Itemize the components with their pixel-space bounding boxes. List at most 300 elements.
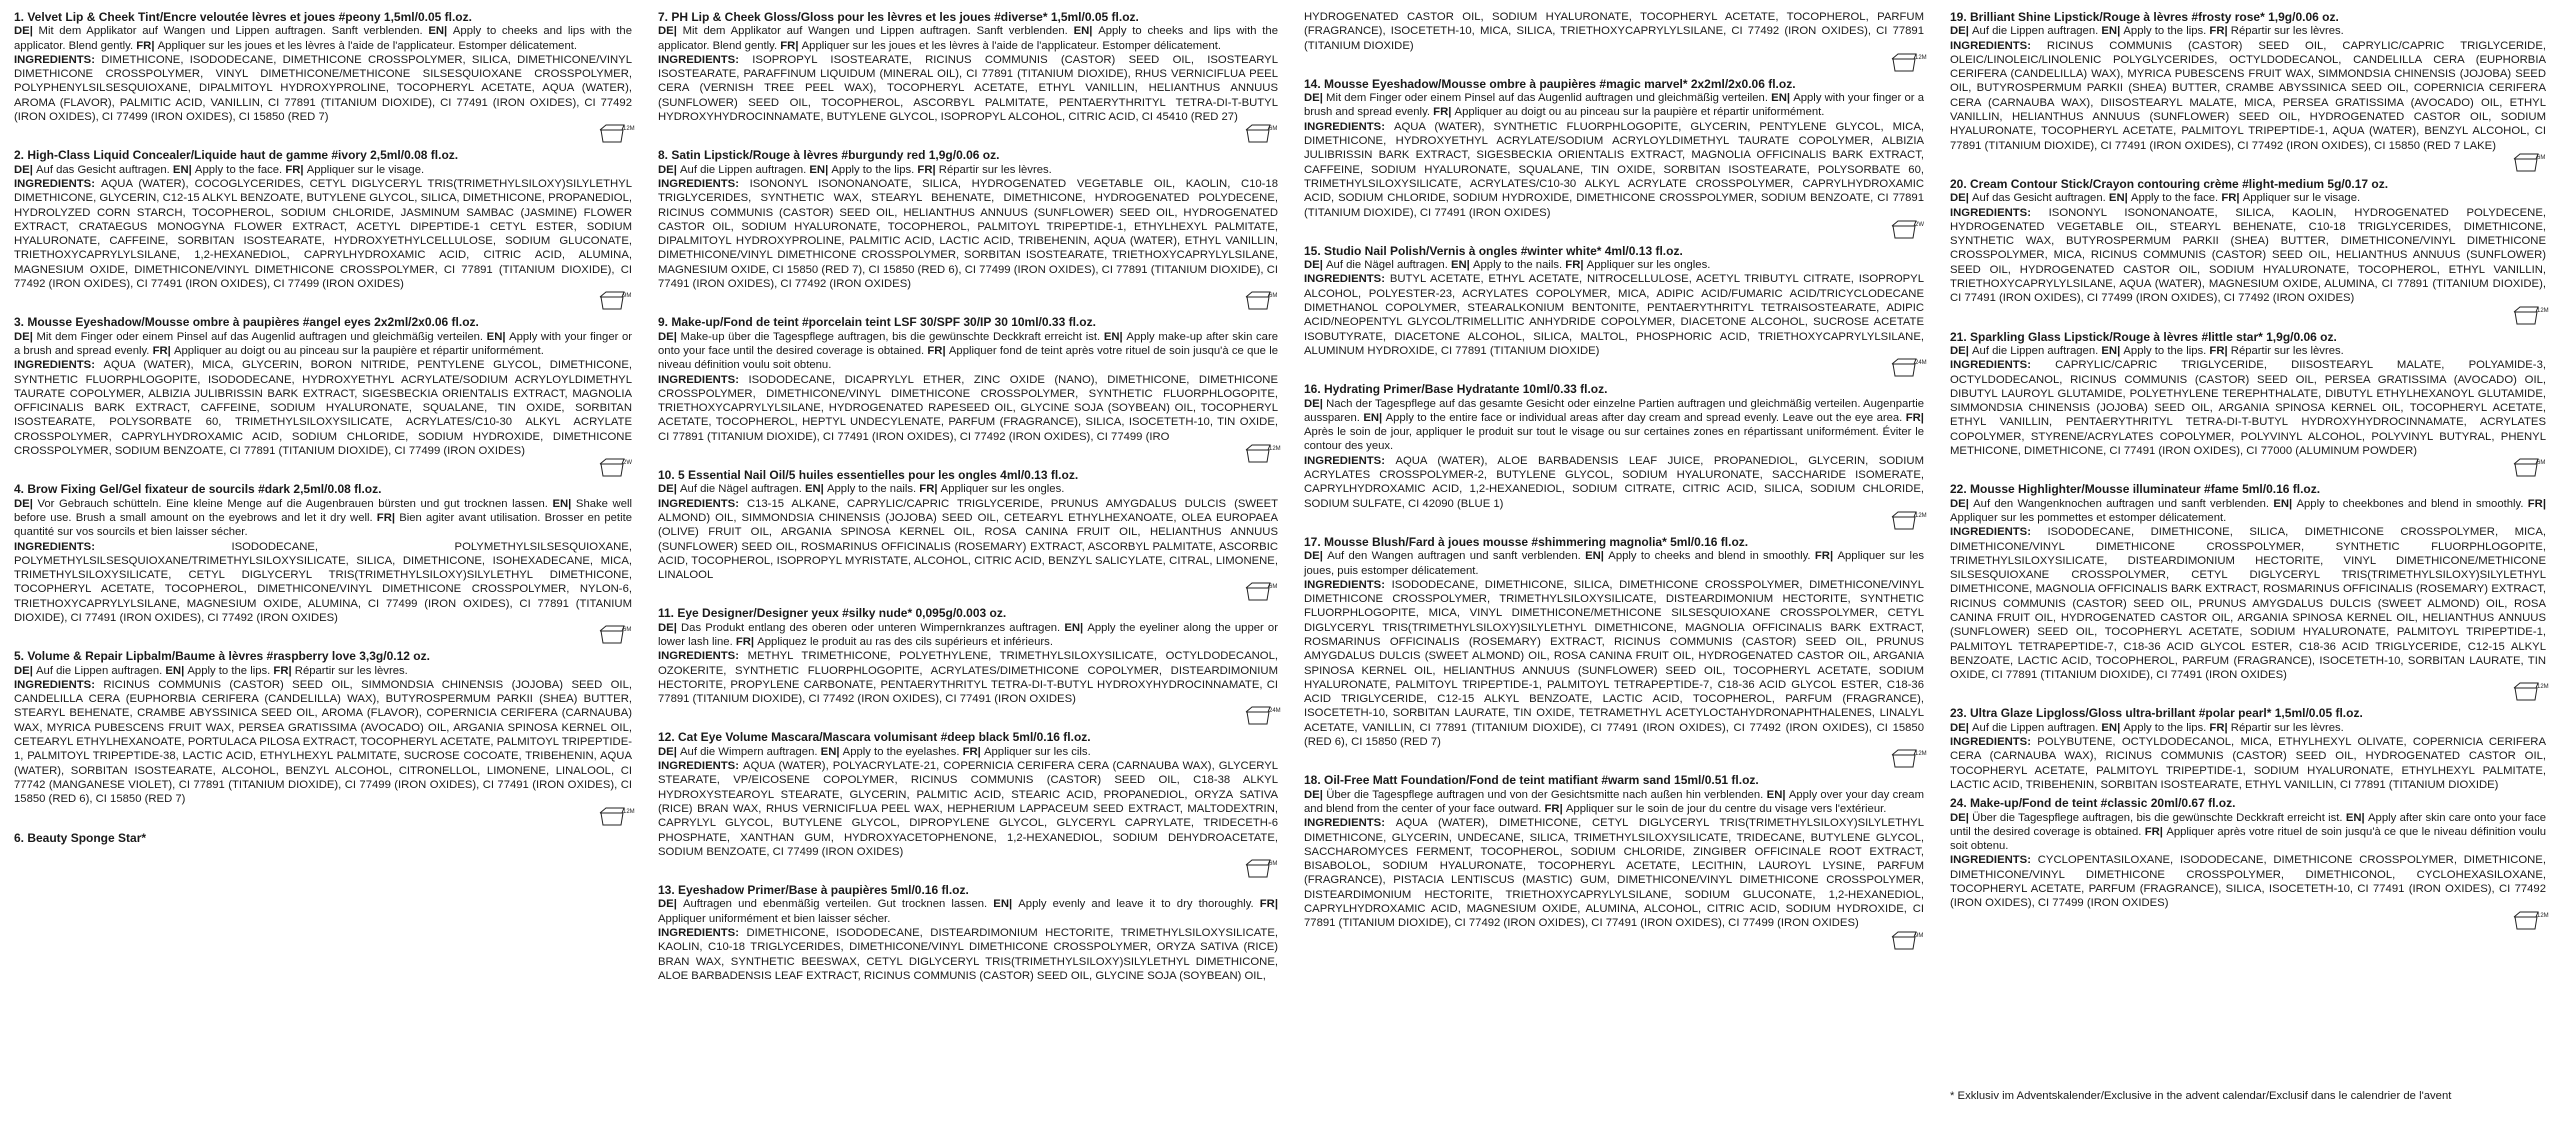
usage-de: Auf die Nägel auftragen. — [1326, 259, 1451, 272]
product-entry — [1304, 243, 1927, 378]
usage-de: Auf die Nägel auftragen. — [680, 483, 805, 496]
pao-jar-icon — [1890, 218, 1924, 240]
ingredients-text: AQUA (WATER), MICA, GLYCERIN, BORON NITRIDE, PENTYLENE GLYCOL, DIMETHICONE, SYNTHETIC FLUORPHLOGOPITE, ISODODECANE, HYDROXYETHYL ACRYLATE/SODIUM ACRYLOYLDIMETHYL TAURATE COPOLYMER, ALBIZIA JULIBRISSIN BARK EXTRACT, SIGESBECKIA ORIENTALIS EXTRACT, MAGNOLIA OFFICINALIS BARK EXTRACT, CAFFEINE, SODIUM HYALURONATE, SQUALANE, TIN OXIDE, SORBITAN ISOSTEARATE, POLYSORBATE 60, TRIMETHYLSILOXYSILICATE, ACRYLATES/C10-30 ALKYL ACRYLATE CROSSPOLYMER, CAPRYLHYDROXAMIC ACID, SODIUM CHLORIDE, SODIUM HYDROXIDE, DIMETHICONE CROSSPOLYMER, SODIUM BENZOATE, CI 77891 (TITANIUM DIOXIDE), CI 77499 (IRON OXIDES) — [14, 359, 632, 458]
usage-fr: Répartir sur les lèvres. — [938, 163, 1052, 176]
lang-label-fr: FR| — [285, 163, 307, 176]
pao-indicator — [1304, 509, 1927, 531]
pao-jar-icon — [1890, 929, 1924, 951]
usage-fr: Répartir sur les lèvres. — [2230, 721, 2344, 734]
lang-label-fr: FR| — [136, 39, 158, 52]
product-title: 6. Beauty Sponge Star* — [14, 830, 147, 845]
usage-de: Auf die Lippen auftragen. — [36, 664, 166, 677]
pao-indicator — [1304, 218, 1924, 240]
usage-en: Apply to cheeks and lips with the applicator. Blend gently. — [14, 25, 632, 52]
svg-text:12M: 12M — [623, 126, 635, 133]
lang-label-fr: FR| — [735, 635, 758, 648]
svg-text:12M: 12M — [1915, 751, 1927, 758]
svg-text:6M: 6M — [1269, 293, 1278, 300]
product-entry — [658, 730, 1278, 879]
product-title: 18. Oil-Free Matt Foundation/Fond de teint matifiant #warm sand 15ml/0.51 fl.oz. — [1304, 773, 1759, 788]
usage-fr: Appliquer sur les joues, puis estomper délicatement. — [1304, 550, 1925, 577]
svg-text:12M: 12M — [2537, 912, 2549, 919]
lang-label-en: EN| — [428, 25, 453, 38]
ingredients-label: INGREDIENTS: — [14, 53, 102, 66]
pao-indicator — [14, 289, 632, 311]
lang-label-de: DE| — [1950, 811, 1973, 824]
lang-label-fr: FR| — [780, 39, 802, 52]
svg-text:12M: 12M — [1269, 446, 1281, 453]
pao-jar-icon — [598, 289, 632, 311]
ingredients-text: DIMETHICONE, ISODODECANE, DIMETHICONE CROSSPOLYMER, SILICA, DIMETHICONE/VINYL DIMETHICONE CROSSPOLYMER, VINYL DIMETHICONE/METHICONE SILSESQUIOXANE CROSSPOLYMER, POLYPHENYLSILSESQUIOXANE, DIPALMITOYL HYDROXYPROLINE, TOCOPHERYL ACETATE, AQUA (WATER), AROMA (FLAVOR), PALMITIC ACID, VANILLIN, CI 77891 (TITANIUM DIOXIDE), CI 77491 (IRON OXIDES), CI 77492 (IRON OXIDES), CI 77499 (IRON OXIDES), CI 15850 (RED 7) — [14, 53, 632, 124]
usage-de: Mit dem Applikator auf Wangen und Lippen auftragen. Sanft verblenden. — [682, 25, 1074, 38]
product-title: 15. Studio Nail Polish/Vernis à ongles #winter white* 4ml/0.13 fl.oz. — [1304, 243, 1683, 258]
usage-en: Apply to the eyelashes. — [842, 745, 963, 758]
product-entry — [14, 10, 635, 144]
lang-label-fr: FR| — [1814, 550, 1838, 563]
usage-fr: Répartir sur les lèvres. — [2230, 344, 2344, 357]
lang-label-fr: FR| — [2209, 344, 2231, 357]
usage-fr: Appliquer fond de teint après votre rituel de soin jusqu'à ce que le niveau définition voulu soit obtenu. — [658, 344, 1278, 372]
usage-fr: Appliquer sur le visage. — [2242, 192, 2361, 205]
ingredients-label: INGREDIENTS: — [658, 373, 749, 386]
ingredients-label: INGREDIENTS: — [1950, 206, 2049, 219]
pao-indicator — [1304, 929, 1924, 951]
usage-en: Apply with your finger or a brush and spread evenly. — [1304, 92, 1925, 119]
product-entry — [658, 148, 1278, 311]
product-title: 10. 5 Essential Nail Oil/5 huiles essentielles pour les ongles 4ml/0.13 fl.oz. — [658, 468, 1079, 483]
ingredients-label: INGREDIENTS: — [14, 678, 104, 691]
usage-en: Apply to the entire face or individual areas after day cream and spread evenly. Leave out the eye area. — [1385, 411, 1906, 424]
lang-label-en: EN| — [2273, 497, 2297, 510]
usage-en: Apply to cheeks and lips with the applicator. Blend gently. — [658, 25, 1278, 52]
ingredients-label: INGREDIENTS: — [1304, 120, 1394, 133]
lang-label-de: DE| — [658, 621, 681, 634]
lang-label-fr: FR| — [376, 511, 400, 524]
pao-jar-icon — [1244, 289, 1278, 311]
usage-en: Apply to the lips. — [2123, 344, 2210, 357]
pao-indicator — [14, 623, 632, 645]
ingredients-text: C13-15 ALKANE, CAPRYLIC/CAPRIC TRIGLYCERIDE, PRUNUS AMYGDALUS DULCIS (SWEET ALMOND) OIL, SIMMONDSIA CHINENSIS (JOJOBA) SEED OIL, CETEARYL ETHYLHEXANOATE, OLEA EUROPAEA (OLIVE) FRUIT OIL, ARGANIA SPINOSA KERNEL OIL, ROSA CANINA FRUIT OIL, HELIANTHUS ANNUUS (SUNFLOWER) SEED OIL, ROSMARINUS OFFICINALIS (ROSEMARY) EXTRACT, ASCORBYL PALMITATE, ASCORBIC ACID, TOCOPHEROL, ISOPROPYL MYRISTATE, ALCOHOL, CITRIC ACID, BENZYL SALICYLATE, CITRAL, LIMONENE, LINALOOL — [658, 497, 1278, 582]
product-entry — [14, 649, 635, 826]
product-title: 2. High-Class Liquid Concealer/Liquide haut de gamme #ivory 2,5ml/0.08 fl.oz. — [14, 148, 459, 163]
lang-label-de: DE| — [658, 483, 680, 496]
pao-jar-icon — [2512, 909, 2549, 931]
ingredients-text: HYDROGENATED CASTOR OIL, SODIUM HYALURONATE, TOCOPHERYL ACETATE, TOCOPHEROL, PARFUM (FRAGRANCE), ISOCETETH-10, MICA, SILICA, TRIETHOXYCAPRYLYLSILANE, CI 77492 (IRON OXIDES), CI 77891 (TITANIUM DIOXIDE) — [1304, 11, 1924, 52]
ingredients-text: CAPRYLIC/CAPRIC TRIGLYCERIDE, DIISOSTEARYL MALATE, POLYAMIDE-3, OCTYLDODECANOL, RICINUS COMMUNIS (CASTOR) SEED OIL, PERSEA GRATISSIMA (AVOCADO) OIL, DIBUTYL LAUROYL GLUTAMIDE, POLYETHYLENE TEREPHTHALATE, DIBUTYL ETHYLHEXANOYL GLUTAMIDE, SIMMONDSIA CHINENSIS (JOJOBA) SEED OIL, ARGANIA SPINOSA KERNEL OIL, TOCOPHERYL ACETATE, ETHYL VANILLIN, PENTAERYTHRITYL TETRA-DI-T-BUTYL HYDROXYHYDROCINNAMATE, ACRYLATES COPOLYMER, STYRENE/ACRYLATES COPOLYMER, POLYVINYL ALCOHOL, POLYVINYL BUTYRAL, PHENYL METHICONE, DIMETHICONE, CI 77491 (IRON OXIDES), CI 77000 (ALUMINUM POWDER) — [1950, 359, 2546, 458]
usage-en: Apply over your day cream and blend from the center of your face outward. — [1304, 788, 1924, 815]
product-title: 11. Eye Designer/Designer yeux #silky nude* 0,095g/0.003 oz. — [658, 606, 1007, 621]
lang-label-de: DE| — [1950, 721, 1972, 734]
column-1 — [14, 10, 635, 1148]
usage-fr: Appliquer uniformément et bien laisser sécher. — [658, 912, 891, 925]
product-entry — [1950, 482, 2549, 702]
lang-label-fr: FR| — [917, 163, 939, 176]
pao-indicator — [658, 442, 1281, 464]
ingredients-text: DIMETHICONE, ISODODECANE, DISTEARDIMONIUM HECTORITE, TRIMETHYLSILOXYSILICATE, KAOLIN, C10-18 TRIGLYCERIDES, DIMETHICONE/VINYL DIMETHICONE CROSSPOLYMER, ORYZA SATIVA (RICE) BRAN WAX, SYNTHETIC BEESWAX, CETYL DIGLYCERYL TRIS(TRIMETHYLSILOXY)SILYLETHYL DIMETHICONE, ALOE BARBADENSIS LEAF EXTRACT, RICINUS COMMUNIS (CASTOR) SEED OIL, GLYCINE SOJA (SOYBEAN) OIL, — [658, 927, 1278, 982]
pao-jar-icon — [598, 122, 635, 144]
lang-label-en: EN| — [1771, 92, 1794, 105]
lang-label-fr: FR| — [2209, 721, 2231, 734]
advent-calendar-footnote: * Exklusiv im Adventskalender/Exclusive in the advent calendar/Exclusif dans le calendrier de l'avent — [1950, 1090, 2452, 1102]
usage-en: Apply to cheekbones and blend in smoothly. — [2296, 497, 2528, 510]
lang-label-en: EN| — [1363, 411, 1386, 424]
svg-text:12M: 12M — [2537, 684, 2549, 691]
lang-label-fr: FR| — [1565, 259, 1587, 272]
usage-fr: Répartir sur les lèvres. — [2230, 25, 2344, 38]
product-title: 17. Mousse Blush/Fard à joues mousse #shimmering magnolia* 5ml/0.16 fl.oz. — [1304, 534, 1749, 549]
ingredients-text: ISONONYL ISONONANOATE, SILICA, HYDROGENATED VEGETABLE OIL, KAOLIN, C10-18 TRIGLYCERIDES, SYNTHETIC WAX, STEARYL BEHENATE, DIMETHICONE, HYDROGENATED POLYDECENE, RICINUS COMMUNIS (CASTOR) SEED OIL, HELIANTHUS ANNUUS (SUNFLOWER) SEED OIL, HYDROGENATED CASTOR OIL, SODIUM HYALURONATE, TOCOPHEROL, PALMITOYL TRIPEPTIDE-1, ETHYLHEXYL PALMITATE, DIPALMITOYL HYDROXYPROLINE, PALMITIC ACID, LACTIC ACID, TRIBEHENIN, AQUA (WATER), ETHYL VANILLIN, DIMETHICONE/VINYL DIMETHICONE CROSSPOLYMER, SORBITAN ISOSTEARATE, TRIETHOXYCAPRYLYLSILANE, MAGNESIUM OXIDE, CI 15850 (RED 7), CI 15850 (RED 6), CI 77499 (IRON OXIDES), CI 77891 (TITANIUM DIOXIDE), CI 77491 (IRON OXIDES), CI 77492 (IRON OXIDES) — [658, 177, 1279, 291]
usage-de: Nach der Tagespflege auf das gesamte Gesicht oder einzelne Partien auftragen und gleichmäßig verteilen. Augenpartie aussparen. — [1304, 397, 1924, 424]
lang-label-en: EN| — [165, 664, 188, 677]
usage-fr: Appliquer sur les pommettes et estomper délicatement. — [1950, 511, 2227, 524]
lang-label-en: EN| — [2101, 344, 2124, 357]
column-4 — [1950, 10, 2549, 1148]
product-title: 19. Brilliant Shine Lipstick/Rouge à lèvres #frosty rose* 1,9g/0.06 oz. — [1950, 10, 2339, 24]
lang-label-fr: FR| — [1259, 898, 1278, 911]
usage-fr: Appliquer après votre rituel de soin jusqu'à ce que le niveau définition voulu soit obtenu. — [1950, 825, 2546, 853]
usage-fr: Appliquer sur le visage. — [306, 163, 425, 176]
usage-de: Mit dem Finger oder einem Pinsel auf das Augenlid auftragen und gleichmäßig verteilen. — [36, 330, 487, 343]
ingredients-label: INGREDIENTS: — [1304, 817, 1396, 830]
product-title: 7. PH Lip & Cheek Gloss/Gloss pour les lèvres et les joues #diverse* 1,5ml/0.05 fl.oz. — [658, 10, 1139, 24]
lang-label-en: EN| — [820, 745, 843, 758]
product-entry — [658, 883, 1278, 983]
product-entry — [1304, 10, 1927, 73]
pao-indicator — [1304, 51, 1927, 73]
lang-label-fr: FR| — [1433, 106, 1455, 119]
product-title: 12. Cat Eye Volume Mascara/Mascara volumisant #deep black 5ml/0.16 fl.oz. — [658, 730, 1091, 745]
ingredients-text: METHYL TRIMETHICONE, POLYETHYLENE, TRIMETHYLSILOXYSILICATE, OCTYLDODECANOL, OZOKERITE, SYNTHETIC FLUORPHLOGOPITE, ACRYLATES/DIMETHICONE COPOLYMER, DISTEARDIMONIUM HECTORITE, PROPYLENE CARBONATE, PENTAERYTHRITYL TETRA-DI-T-BUTYL HYDROXYHYDROCINNAMATE, CI 77891 (TITANIUM DIOXIDE), CI 77492 (IRON OXIDES), CI 77491 (IRON OXIDES) — [658, 650, 1278, 706]
ingredients-label: INGREDIENTS: — [14, 540, 232, 553]
svg-text:2W: 2W — [1915, 221, 1924, 228]
lang-label-en: EN| — [993, 898, 1019, 911]
ingredients-label: INGREDIENTS: — [658, 53, 753, 66]
product-entry — [1304, 382, 1927, 531]
usage-en: Shake well before use. Brush a small amount on the eyebrows and let it dry well. — [14, 497, 632, 524]
lang-label-de: DE| — [1304, 92, 1327, 105]
product-entry — [1304, 77, 1924, 240]
lang-label-en: EN| — [486, 330, 510, 343]
usage-de: Mit dem Finger oder einem Pinsel auf das Augenlid auftragen und gleichmäßig verteilen. — [1326, 92, 1772, 105]
ingredients-label: INGREDIENTS: — [1950, 359, 2056, 372]
ingredients-text: ISODODECANE, DIMETHICONE, SILICA, DIMETHICONE CROSSPOLYMER, MICA, DIMETHICONE/VINYL DIMETHICONE CROSSPOLYMER, SYNTHETIC FLUORPHLOGOPITE, TRIMETHYLSILOXYSILICATE, DISTEARDIMONIUM HECTORITE, VINYL DIMETHICONE/METHICONE SILSESQUIOXANE CROSSPOLYMER, CETYL DIGLYCERYL TRIS(TRIMETHYLSILOXY)SILYLETHYL DIMETHICONE, MAGNOLIA OFFICINALIS BARK EXTRACT, ROSMARINUS OFFICINALIS (ROSEMARY) EXTRACT, RICINUS COMMUNIS (CASTOR) SEED OIL, PRUNUS AMYGDALUS DULCIS (SWEET ALMOND) OIL, ROSA CANINA FRUIT OIL, HYDROGENATED CASTOR OIL, ARGANIA SPINOSA KERNEL OIL, HELIANTHUS ANNUUS (SUNFLOWER) SEED OIL, TOCOPHERYL ACETATE, SODIUM HYALURONATE, PALMITOYL TRIPEPTIDE-1, PALMITOYL TETRAPEPTIDE-7, C18-36 ACID GLYCOL ESTER, C18-36 ACID TRIGLYCERIDE, C12-15 ALKYL BENZOATE, LACTIC ACID, TOCOPHEROL, PARFUM (FRAGRANCE), ISOCETETH-10, SORBITAN LAURATE, TIN OXIDE, CI 77891 (TITANIUM DIOXIDE), CI 77491 (IRON OXIDES) — [1950, 526, 2546, 682]
pao-jar-icon — [1890, 747, 1927, 769]
lang-label-de: DE| — [1304, 259, 1326, 272]
pao-jar-icon — [598, 623, 632, 645]
product-entry — [658, 606, 1281, 726]
product-entry — [658, 315, 1281, 464]
usage-fr: Après le soin de jour, appliquer le produit sur tout le visage ou sur certaines zones en répartissant uniformément. Éviter le contour des yeux. — [1304, 426, 1924, 453]
usage-de: Auf die Lippen auftragen. — [680, 163, 810, 176]
lang-label-en: EN| — [1073, 25, 1099, 38]
ingredients-label: INGREDIENTS: — [14, 359, 104, 372]
usage-de: Auf den Wangen auftragen und sanft verblenden. — [1327, 550, 1586, 563]
svg-text:24M: 24M — [1915, 360, 1927, 367]
ingredients-text: AQUA (WATER), SYNTHETIC FLUORPHLOGOPITE, GLYCERIN, PENTYLENE GLYCOL, MICA, DIMETHICONE, HYDROXYETHYL ACRYLATE/SODIUM ACRYLOYLDIMETHYL TAURATE COPOLYMER, ALBIZIA JULIBRISSIN BARK EXTRACT, SIGESBECKIA ORIENTALIS EXTRACT, MAGNOLIA OFFICINALIS BARK EXTRACT, CAFFEINE, SODIUM HYALURONATE, SQUALANE, TIN OXIDE, SORBITAN ISOSTEARATE, POLYSORBATE 60, TRIMETHYLSILOXYSILICATE, ACRYLATES/C10-30 ALKYL ACRYLATE CROSSPOLYMER, CAPRYLHYDROXAMIC ACID, SODIUM CHLORIDE, SODIUM HYDROXIDE, DIMETHICONE CROSSPOLYMER, SODIUM BENZOATE, CI 77891 (TITANIUM DIOXIDE), CI 77491 (IRON OXIDES) — [1304, 120, 1924, 219]
lang-label-de: DE| — [1304, 550, 1328, 563]
product-title: 3. Mousse Eyeshadow/Mousse ombre à paupières #angel eyes 2x2ml/2x0.06 fl.oz. — [14, 315, 479, 330]
pao-jar-icon — [1244, 857, 1278, 879]
usage-fr: Appliquer sur les joues et les lèvres à l'aide de l'applicateur. Estomper délicatement. — [157, 39, 578, 52]
lang-label-de: DE| — [658, 898, 683, 911]
pao-jar-icon — [598, 805, 635, 827]
svg-text:6M: 6M — [2537, 460, 2546, 467]
pao-jar-icon — [1890, 509, 1927, 531]
product-title: 24. Make-up/Fond de teint #classic 20ml/0.67 fl.oz. — [1950, 796, 2236, 811]
svg-text:6M: 6M — [1269, 861, 1278, 868]
ingredients-label: INGREDIENTS: — [658, 497, 747, 510]
lang-label-en: EN| — [2101, 721, 2124, 734]
ingredients-label: INGREDIENTS: — [1950, 526, 2048, 539]
lang-label-fr: FR| — [2527, 497, 2546, 510]
usage-en: Apply to the lips. — [831, 163, 918, 176]
svg-text:12M: 12M — [2537, 307, 2549, 314]
pao-indicator — [1304, 747, 1927, 769]
product-title: 23. Ultra Glaze Lipgloss/Gloss ultra-brillant #polar pearl* 1,5ml/0.05 fl.oz. — [1950, 706, 2363, 721]
lang-label-de: DE| — [14, 330, 37, 343]
usage-fr: Appliquer sur les cils. — [983, 745, 1091, 758]
lang-label-fr: FR| — [2144, 825, 2167, 838]
pao-jar-icon — [1244, 704, 1281, 726]
product-title: 4. Brow Fixing Gel/Gel fixateur de sourcils #dark 2,5ml/0.08 fl.oz. — [14, 482, 382, 497]
pao-jar-icon — [1890, 51, 1927, 73]
usage-de: Auf die Lippen auftragen. — [1972, 721, 2102, 734]
lang-label-de: DE| — [14, 25, 39, 38]
ingredients-text: RICINUS COMMUNIS (CASTOR) SEED OIL, SIMMONDSIA CHINENSIS (JOJOBA) SEED OIL, CANDELILLA CERA (EUPHORBIA CERIFERA (CANDELILLA) WAX), BUTYROSPERMUM PARKII (SHEA) BUTTER, STEARYL BEHENATE, CRAMBE ABYSSINICA SEED OIL, AROMA (FLAVOR), COPERNICIA CERIFERA (CARNAUBA) WAX, MYRICA PUBESCENS FRUIT WAX, PERSEA GRATISSIMA (AVOCADO) OIL, ARGANIA SPINOSA KERNEL OIL, CETEARYL ETHYLHEXANOATE, PORTULACA PILOSA EXTRACT, TOCOPHERYL ACETATE, PALMITOYL TRIPEPTIDE-1, PALMITOYL TRIPEPTIDE-38, LACTIC ACID, ETHYLHEXYL PALMITATE, SUCROSE COCOATE, TRIBEHENIN, AQUA (WATER), SORBITAN ISOSTEARATE, ALCOHOL, BENZYL ALCOHOL, CITRONELLOL, LIMONENE, LINALOOL, CI 77742 (MANGANESE VIOLET), CI 77891 (TITANIUM DIOXIDE), CI 77499 (IRON OXIDES), CI 77491 (IRON OXIDES), CI 15850 (RED 6), CI 15850 (RED 7) — [14, 678, 632, 806]
ingredients-label: INGREDIENTS: — [658, 760, 744, 773]
svg-text:9M: 9M — [623, 293, 632, 300]
lang-label-en: EN| — [804, 483, 827, 496]
pao-jar-icon — [2512, 151, 2546, 173]
product-entry — [1950, 706, 2546, 792]
ingredients-text: AQUA (WATER), ALOE BARBADENSIS LEAF JUICE, PROPANEDIOL, GLYCERIN, SODIUM ACRYLATES CROSSPOLYMER-2, BUTYLENE GLYCOL, SODIUM HYALURONATE, SACCHARIDE ISOMERATE, CAPRYLHYDROXAMIC ACID, 1,2-HEXANEDIOL, SODIUM CITRATE, CITRIC ACID, SILICA, SODIUM CHLORIDE, SODIUM SULFATE, CI 42090 (BLUE 1) — [1304, 454, 1924, 510]
lang-label-fr: FR| — [927, 344, 949, 357]
pao-indicator — [14, 805, 635, 827]
ingredients-label: INGREDIENTS: — [1304, 578, 1392, 591]
lang-label-de: DE| — [1304, 397, 1327, 410]
ingredients-text: AQUA (WATER), POLYACRYLATE-21, COPERNICIA CERIFERA CERA (CARNAUBA WAX), GLYCERYL STEARATE, VP/EICOSENE COPOLYMER, RICINUS COMMUNIS (CASTOR) SEED OIL, C18-38 ALKYL HYDROXYSTEAROYL STEARATE, GLYCERIN, PALMITIC ACID, STEARIC ACID, PROPANEDIOL, ORYZA SATIVA (RICE) BRAN WAX, RHUS VERNICIFLUA PEEL WAX, HEPHERIUM LAPPACEUM SEED EXTRACT, MALTODEXTRIN, CAPRYLYL GLYCOL, BUTYLENE GLYCOL, DIPROPYLENE GLYCOL, GLYCERYL CAPRYLATE, TRIDECETH-6 PHOSPHATE, XANTHAN GUM, HYDROXYACETOPHENONE, 1,2-HEXANEDIOL, SODIUM DEHYDROACETATE, SODIUM BENZOATE, CI 77499 (IRON OXIDES) — [658, 760, 1279, 858]
usage-de: Auf den Wangenknochen auftragen und sanft verblenden. — [1973, 497, 2274, 510]
svg-text:24M: 24M — [1269, 708, 1281, 715]
usage-de: Auf die Lippen auftragen. — [1972, 25, 2102, 38]
pao-jar-icon — [598, 456, 632, 478]
usage-fr: Appliquer sur les ongles. — [940, 483, 1065, 496]
svg-text:6M: 6M — [623, 627, 632, 634]
lang-label-en: EN| — [1585, 550, 1609, 563]
product-title: 21. Sparkling Glass Lipstick/Rouge à lèvres #little star* 1,9g/0.06 oz. — [1950, 329, 2337, 344]
pao-indicator — [1950, 909, 2549, 931]
pao-indicator — [14, 456, 632, 478]
ingredients-text: AQUA (WATER), COCOGLYCERIDES, CETYL DIGLYCERYL TRIS(TRIMETHYLSILOXY)SILYLETHYL DIMETHICONE, GLYCERIN, C12-15 ALKYL BENZOATE, BUTYLENE GLYCOL, SILICA, DIMETHICONE, PROPANEDIOL, HYDROLYZED CORN STARCH, TOCOPHEROL, SODIUM CHLORIDE, JASMINUM SAMBAC (JASMINE) FLOWER EXTRACT, CRATAEGUS MONOGYNA FLOWER EXTRACT, ACETYL DIPEPTIDE-1 CETYL ESTER, SODIUM HYALURONATE, CAFFEINE, SORBITAN ISOSTEARATE, HYDROXYETHYLCELLULOSE, SODIUM GLUCONATE, TRIETHOXYCAPRYLYLSILANE, 1,2-HEXANEDIOL, CAPRYLHYDROXAMIC ACID, CITRIC ACID, ALUMINA, MAGNESIUM OXIDE, DIMETHICONE/VINYL DIMETHICONE CROSSPOLYMER, CI 77891 (TITANIUM DIOXIDE), CI 77492 (IRON OXIDES), CI 77491 (IRON OXIDES), CI 77499 (IRON OXIDES) — [14, 177, 632, 291]
lang-label-en: EN| — [172, 163, 195, 176]
product-title: 13. Eyeshadow Primer/Base à paupières 5ml/0.16 fl.oz. — [658, 883, 969, 898]
lang-label-fr: FR| — [1544, 802, 1566, 815]
usage-en: Apply to cheeks and blend in smoothly. — [1608, 550, 1815, 563]
ingredients-text: ISODODECANE, POLYMETHYLSILSESQUIOXANE, POLYMETHYLSILSESQUIOXANE/TRIMETHYLSILOXYSILICATE, SILICA, DIMETHICONE, ISOHEXADECANE, MICA, TRIMETHYLSILOXYSILICATE, CETYL DIGLYCERYL TRIS(TRIMETHYLSILOXY)SILYLETHYL DIMETHICONE, TOCOPHERYL ACETATE, TOCOPHEROL, DIMETHICONE/VINYL DIMETHICONE CROSSPOLYMER, NYLON-6, TRIETHOXYCAPRYLYLSILANE, MAGNESIUM OXIDE, ALUMINA, CI 77499 (IRON OXIDES), CI 77891 (TITANIUM DIOXIDE), CI 77491 (IRON OXIDES), CI 77492 (IRON OXIDES) — [14, 540, 632, 624]
ingredients-label: INGREDIENTS: — [1304, 273, 1390, 286]
lang-label-en: EN| — [2101, 25, 2124, 38]
usage-en: Apply to the lips. — [2123, 25, 2210, 38]
usage-de: Auf das Gesicht auftragen. — [36, 163, 173, 176]
usage-en: Apply make-up after skin care onto your face until the desired coverage is obtained. — [658, 330, 1278, 357]
lang-label-en: EN| — [1766, 788, 1789, 801]
product-entry — [1950, 330, 2546, 479]
ingredients-text: CYCLOPENTASILOXANE, ISODODECANE, DIMETHICONE CROSSPOLYMER, DIMETHICONE, DIMETHICONE/VINYL DIMETHICONE CROSSPOLYMER, DIMETHICONOL, CYCLOHEXASILOXANE, TOCOPHERYL ACETATE, PARFUM (FRAGRANCE), SILICA, ISOCETETH-10, CI 77491 (IRON OXIDES), CI 77492 (IRON OXIDES), CI 77499 (IRON OXIDES) — [1950, 854, 2546, 910]
pao-indicator — [658, 289, 1278, 311]
product-entry — [14, 831, 632, 845]
ingredients-text: ISODODECANE, DIMETHICONE, SILICA, DIMETHICONE CROSSPOLYMER, DIMETHICONE/VINYL DIMETHICONE CROSSPOLYMER, TRIMETHYLSILOXYSILICATE, DISTEARDIMONIUM HECTORITE, SYNTHETIC FLUORPHLOGOPITE, MICA, VINYL DIMETHICONE/METHICONE SILSESQUIOXANE CROSSPOLYMER, CETYL DIGLYCERYL TRIS(TRIMETHYLSILOXY)SILYLETHYL DIMETHICONE, MAGNOLIA OFFICINALIS BARK EXTRACT, ROSMARINUS OFFICINALIS (ROSEMARY) EXTRACT, RICINUS COMMUNIS (CASTOR) SEED OIL, PRUNUS AMYGDALUS DULCIS (SWEET ALMOND) OIL, ROSA CANINA FRUIT OIL, HYDROGENATED CASTOR OIL, ARGANIA SPINOSA KERNEL OIL, HELIANTHUS ANNUUS (SUNFLOWER) SEED OIL, TOCOPHERYL ACETATE, SODIUM HYALURONATE, PALMITOYL TRIPEPTIDE-1, PALMITOYL TETRAPEPTIDE-7, C18-36 ACID GLYCOL ESTER, C18-36 ACID TRIGLYCERIDE, C12-15 ALKYL BENZOATE, LACTIC ACID, TOCOPHEROL, PARFUM (FRAGRANCE), ISOCETETH-10, SORBITAN LAURATE, TIN OXIDE, TETRAMETHYL ACETYLOCTAHYDRONAPHTHALENES, LINALYL ACETATE, VANILLIN, CI 77891 (TITANIUM DIOXIDE), CI 77491 (IRON OXIDES), CI 77492 (IRON OXIDES), CI 15850 (RED 6), CI 15850 (RED 7) — [1304, 578, 1925, 749]
lang-label-de: DE| — [658, 25, 683, 38]
usage-de: Vor Gebrauch schütteln. Eine kleine Menge auf die Augenbrauen bürsten und gut trocknen lassen. — [37, 497, 553, 510]
pao-jar-icon — [2512, 680, 2549, 702]
pao-indicator — [658, 580, 1278, 602]
usage-en: Apply to the face. — [194, 163, 286, 176]
lang-label-de: DE| — [658, 745, 680, 758]
pao-indicator — [658, 122, 1278, 144]
lang-label-en: EN| — [552, 497, 576, 510]
usage-en: Apply with your finger or a brush and spread evenly. — [14, 330, 633, 357]
pao-indicator — [658, 704, 1281, 726]
lang-label-fr: FR| — [2221, 192, 2243, 205]
product-title: 5. Volume & Repair Lipbalm/Baume à lèvres #raspberry love 3,3g/0.12 oz. — [14, 649, 430, 664]
usage-de: Über die Tagespflege auftragen, bis die gewünschte Deckkraft erreicht ist. — [1972, 811, 2346, 824]
pao-indicator — [1950, 304, 2549, 326]
product-title: 22. Mousse Highlighter/Mousse illuminateur #fame 5ml/0.16 fl.oz. — [1950, 482, 2321, 497]
usage-fr: Appliquer au doigt ou au pinceau sur la paupière et répartir uniformément. — [1454, 106, 1825, 119]
pao-indicator — [14, 122, 635, 144]
usage-en: Apply to the lips. — [187, 664, 274, 677]
column-3 — [1304, 10, 1927, 1148]
pao-indicator — [1950, 680, 2549, 702]
usage-fr: Appliquer sur les ongles. — [1586, 259, 1711, 272]
svg-text:12M: 12M — [623, 808, 635, 815]
ingredients-label: INGREDIENTS: — [1950, 39, 2047, 52]
product-title: 16. Hydrating Primer/Base Hydratante 10ml/0.33 fl.oz. — [1304, 382, 1608, 397]
ingredients-label: INGREDIENTS: — [1950, 854, 2038, 867]
usage-fr: Appliquer au doigt ou au pinceau sur la paupière et répartir uniformément. — [173, 344, 544, 357]
pao-indicator — [1304, 356, 1927, 378]
usage-fr: Bien agiter avant utilisation. Brosser en petite quantité sur vos sourcils et bien laisser sécher. — [14, 511, 633, 539]
svg-text:9M: 9M — [1915, 932, 1924, 939]
lang-label-de: DE| — [14, 664, 36, 677]
ingredients-label: INGREDIENTS: — [658, 177, 750, 190]
product-title: 14. Mousse Eyeshadow/Mousse ombre à paupières #magic marvel* 2x2ml/2x0.06 fl.oz. — [1304, 76, 1796, 91]
product-entry — [1950, 10, 2546, 173]
product-title: 20. Cream Contour Stick/Crayon contouring crème #light-medium 5g/0.17 oz. — [1950, 176, 2389, 191]
lang-label-en: EN| — [1064, 621, 1088, 634]
svg-text:2W: 2W — [623, 460, 632, 467]
usage-de: Das Produkt entlang des oberen oder unteren Wimpernkranzes auftragen. — [681, 621, 1065, 634]
usage-de: Make-up über die Tagespflege auftragen, bis die gewünschte Deckkraft erreicht ist. — [680, 330, 1104, 343]
pao-jar-icon — [2512, 456, 2546, 478]
lang-label-de: DE| — [1950, 497, 1974, 510]
ingredients-label: INGREDIENTS: — [1304, 454, 1396, 467]
lang-label-fr: FR| — [1905, 411, 1924, 424]
usage-en: Apply evenly and leave it to dry thoroughly. — [1018, 898, 1260, 911]
svg-text:6M: 6M — [2537, 154, 2546, 161]
usage-fr: Appliquez le produit au ras des cils supérieurs et inférieurs. — [757, 635, 1053, 648]
product-entry — [14, 482, 632, 645]
usage-en: Apply to the nails. — [1472, 259, 1566, 272]
lang-label-de: DE| — [1304, 788, 1327, 801]
lang-label-fr: FR| — [152, 344, 174, 357]
lang-label-en: EN| — [1450, 259, 1473, 272]
svg-text:12M: 12M — [1915, 54, 1927, 61]
pao-indicator — [1950, 151, 2546, 173]
lang-label-fr: FR| — [962, 745, 984, 758]
lang-label-fr: FR| — [919, 483, 941, 496]
product-title: 9. Make-up/Fond de teint #porcelain teint LSF 30/SPF 30/IP 30 10ml/0.33 fl.oz. — [658, 315, 1096, 330]
lang-label-de: DE| — [1950, 192, 1972, 205]
ingredients-label: INGREDIENTS: — [658, 650, 748, 663]
usage-fr: Appliquer sur les joues et les lèvres à l'aide de l'applicateur. Estomper délicatement. — [801, 39, 1222, 52]
product-entry — [1304, 534, 1927, 769]
ingredients-text: BUTYL ACETATE, ETHYL ACETATE, NITROCELLULOSE, ACETYL TRIBUTYL CITRATE, ISOPROPYL ALCOHOL, POLYESTER-23, ACRYLATES COPOLYMER, MICA, ADIPIC ACID/FUMARIC ACID/TRICYCLODECANE DIMETHANOL COPOLYMER, STEARALKONIUM BENTONITE, PENTAERYTHRITYL TETRAISOSTEARATE, ADIPIC ACID/NEOPENTYL GLYCOL/TRIMELLITIC ANHYDRIDE COPOLYMER, DIACETONE ALCOHOL, SUCROSE ACETATE ISOBUTYRATE, DIACETONE ALCOHOL, SILICA, MALTOL, PHOSPHORIC ACID, TRIETHOXYCAPRYLYLSILANE, ALUMINUM HYDROXIDE, CI 77891 (TITANIUM DIOXIDE) — [1304, 273, 1924, 357]
product-title: 8. Satin Lipstick/Rouge à lèvres #burgundy red 1,9g/0.06 oz. — [658, 148, 1000, 163]
pao-jar-icon — [1244, 122, 1278, 144]
pao-jar-icon — [1244, 442, 1281, 464]
product-entry — [658, 10, 1278, 144]
ingredients-text: ISOPROPYL ISOSTEARATE, RICINUS COMMUNIS (CASTOR) SEED OIL, ISOSTEARYL ISOSTEARATE, PARAFFINUM LIQUIDUM (MINERAL OIL), CI 77891 (TITANIUM DIOXIDE), RHUS VERNICIFLUA PEEL CERA (VERNISH TREE PEEL WAX), TOCOPHERYL ACETATE, ETHYL VANILLIN, HELIANTHUS ANNUUS (SUNFLOWER) SEED OIL, TOCOPHEROL, ASCORBYL PALMITATE, PENTAERYTHRITYL TETRA-DI-T-BUTYL HYDROXYHYDROCINNAMATE, BUTYLENE GLYCOL, ISOPROPYL ALCOHOL, CITRIC ACID, CI 45410 (RED 27) — [658, 53, 1279, 124]
usage-fr: Appliquer sur le soin de jour du centre du visage vers l'extérieur. — [1565, 802, 1887, 815]
lang-label-fr: FR| — [273, 664, 295, 677]
ingredients-label: INGREDIENTS: — [14, 177, 101, 190]
usage-en: Apply after skin care onto your face until the desired coverage is obtained. — [1950, 811, 2547, 838]
lang-label-de: DE| — [658, 330, 681, 343]
usage-en: Apply the eyeliner along the upper or lower lash line. — [658, 621, 1278, 648]
lang-label-de: DE| — [1950, 344, 1972, 357]
usage-de: Auftragen und ebenmäßig verteilen. Gut trocknen lassen. — [682, 898, 994, 911]
pao-indicator — [1950, 456, 2546, 478]
usage-en: Apply to the lips. — [2123, 721, 2210, 734]
pao-indicator — [658, 857, 1278, 879]
svg-text:12M: 12M — [1915, 512, 1927, 519]
lang-label-de: DE| — [658, 163, 680, 176]
product-entry — [14, 148, 632, 311]
pao-jar-icon — [1244, 580, 1278, 602]
lang-label-de: DE| — [14, 497, 38, 510]
ingredients-text: ISODODECANE, DICAPRYLYL ETHER, ZINC OXIDE (NANO), DIMETHICONE, DIMETHICONE CROSSPOLYMER, DIMETHICONE/VINYL DIMETHICONE CROSSPOLYMER, SYNTHETIC FLUORPHLOGOPITE, TRIETHOXYCAPRYLYLSILANE, HYDROGENATED RAPESEED OIL, GLYCINE SOJA (SOYBEAN) OIL, TOCOPHERYL ACETATE, TOCOPHEROL, HEPTYL UNDECYLENATE, PARFUM (FRAGRANCE), SILICA, ISOCETETH-10, TIN OXIDE, CI 77891 (TITANIUM DIOXIDE), CI 77491 (IRON OXIDES), CI 77492 (IRON OXIDES), CI 77499 (IRO — [658, 373, 1278, 443]
product-entry — [1950, 796, 2549, 930]
ingredients-label: INGREDIENTS: — [658, 927, 747, 940]
ingredients-text: ISONONYL ISONONANOATE, SILICA, KAOLIN, HYDROGENATED POLYDECENE, HYDROGENATED VEGETABLE OIL, STEARYL BEHENATE, C10-18 TRIGLYCERIDES, DIMETHICONE, SYNTHETIC WAX, BUTYROSPERMUM PARKII (SHEA) BUTTER, DIMETHICONE/VINYL DIMETHICONE CROSSPOLYMER, MICA, RICINUS COMMUNIS (CASTOR) SEED OIL, HELIANTHUS ANNUUS (SUNFLOWER) SEED OIL, HYDROGENATED CASTOR OIL, SODIUM HYALURONATE, TOCOPHEROL, ETHYL VANILLIN, TRIETHOXYCAPRYLYLSILANE, AQUA (WATER), MAGNESIUM OXIDE, ALUMINA, CI 77891 (TITANIUM DIOXIDE), CI 77491 (IRON OXIDES), CI 77499 (IRON OXIDES), CI 77492 (IRON OXIDES) — [1950, 206, 2547, 305]
product-entry — [1304, 773, 1924, 950]
svg-text:6M: 6M — [1269, 584, 1278, 591]
ingredients-text: POLYBUTENE, OCTYLDODECANOL, MICA, ETHYLHEXYL OLIVATE, COPERNICIA CERIFERA CERA (CARNAUBA WAX), RICINUS COMMUNIS (CASTOR) SEED OIL, HYDROGENATED CASTOR OIL, TOCOPHERYL ACETATE, PALMITOYL TRIPEPTIDE-1, SODIUM HYALURONATE, ETHYLHEXYL PALMITATE, LACTIC ACID, TRIBEHENIN, SORBITAN ISOSTEARATE, ETHYL VANILLIN, CI 77891 (TITANIUM DIOXIDE) — [1950, 736, 2546, 791]
ingredients-text: AQUA (WATER), DIMETHICONE, CETYL DIGLYCERYL TRIS(TRIMETHYLSILOXY)SILYLETHYL DIMETHICONE, GLYCERIN, UNDECANE, SILICA, TRIMETHYLSILOXYSILICATE, TRIDECANE, BUTYLENE GLYCOL, SACCHAROMYCES FERMENT, TOCOPHEROL, SODIUM CHLORIDE, ZINGIBER OFFICINALE ROOT EXTRACT, BISABOLOL, SODIUM HYALURONATE, TOCOPHERYL ACETATE, LECITHIN, LAUROYL LYSINE, PARFUM (FRAGRANCE), PISTACIA LENTISCUS (MASTIC) GUM, DIMETHICONE/VINYL DIMETHICONE CROSSPOLYMER, DISTEARDIMONIUM HECTORITE, TRIETHOXYCAPRYLYLSILANE, SODIUM GLUCONATE, 1,2-HEXANEDIOL, CAPRYLHYDROXAMIC ACID, MAGNESIUM OXIDE, ALUMINA, ALCOHOL, CITRIC ACID, SODIUM HYDROXIDE, CI 77891 (TITANIUM DIOXIDE), CI 77492 (IRON OXIDES), CI 77491 (IRON OXIDES), CI 77499 (IRON OXIDES) — [1304, 817, 1924, 930]
lang-label-en: EN| — [809, 163, 832, 176]
lang-label-en: EN| — [2108, 192, 2131, 205]
pao-jar-icon — [1890, 356, 1927, 378]
usage-de: Auf die Wimpern auftragen. — [680, 745, 821, 758]
product-entry — [1950, 176, 2549, 326]
product-entry — [14, 315, 632, 478]
ingredients-text: RICINUS COMMUNIS (CASTOR) SEED OIL, CAPRYLIC/CAPRIC TRIGLYCERIDE, OLEIC/LINOLEIC/LINOLENIC POLYGLYCERIDES, OCTYLDODECANOL, CANDELILLA CERA (EUPHORBIA CERIFERA (CANDELILLA) WAX), MYRICA PUBESCENS FRUIT WAX, SIMMONDSIA CHINENSIS (JOJOBA) SEED OIL, BUTYROSPERMUM PARKII (SHEA) BUTTER, CRAMBE ABYSSINICA SEED OIL, COPERNICIA CERIFERA CERA (CARNAUBA WAX), DIISOSTEARYL MALATE, MICA, PERSEA GRATISSIMA (AVOCADO) OIL, ETHYL VANILLIN, HELIANTHUS ANNUUS (SUNFLOWER) SEED OIL, HYDROGENATED CASTOR OIL, SODIUM HYALURONATE, TOCOPHERYL ACETATE, PALMITOYL TRIPEPTIDE-1, AQUA (WATER), BENZYL ALCOHOL, CI 77891 (TITANIUM DIOXIDE), CI 77491 (IRON OXIDES), CI 77492 (IRON OXIDES), CI 15850 (RED 7 LAKE) — [1950, 39, 2546, 152]
column-2 — [658, 10, 1281, 1148]
ingredients-label: INGREDIENTS: — [1950, 736, 2038, 749]
usage-en: Apply to the face. — [2130, 192, 2222, 205]
svg-text:6M: 6M — [1269, 126, 1278, 133]
lang-label-en: EN| — [2345, 811, 2369, 824]
usage-de: Auf das Gesicht auftragen. — [1972, 192, 2109, 205]
pao-jar-icon — [2512, 304, 2549, 326]
usage-de: Auf die Lippen auftragen. — [1972, 344, 2102, 357]
product-entry — [658, 468, 1278, 602]
usage-en: Apply to the nails. — [826, 483, 920, 496]
usage-de: Mit dem Applikator auf Wangen und Lippen auftragen. Sanft verblenden. — [38, 25, 429, 38]
product-title: 1. Velvet Lip & Cheek Tint/Encre veloutée lèvres et joues #peony 1,5ml/0.05 fl.oz. — [14, 10, 472, 24]
lang-label-fr: FR| — [2209, 25, 2231, 38]
